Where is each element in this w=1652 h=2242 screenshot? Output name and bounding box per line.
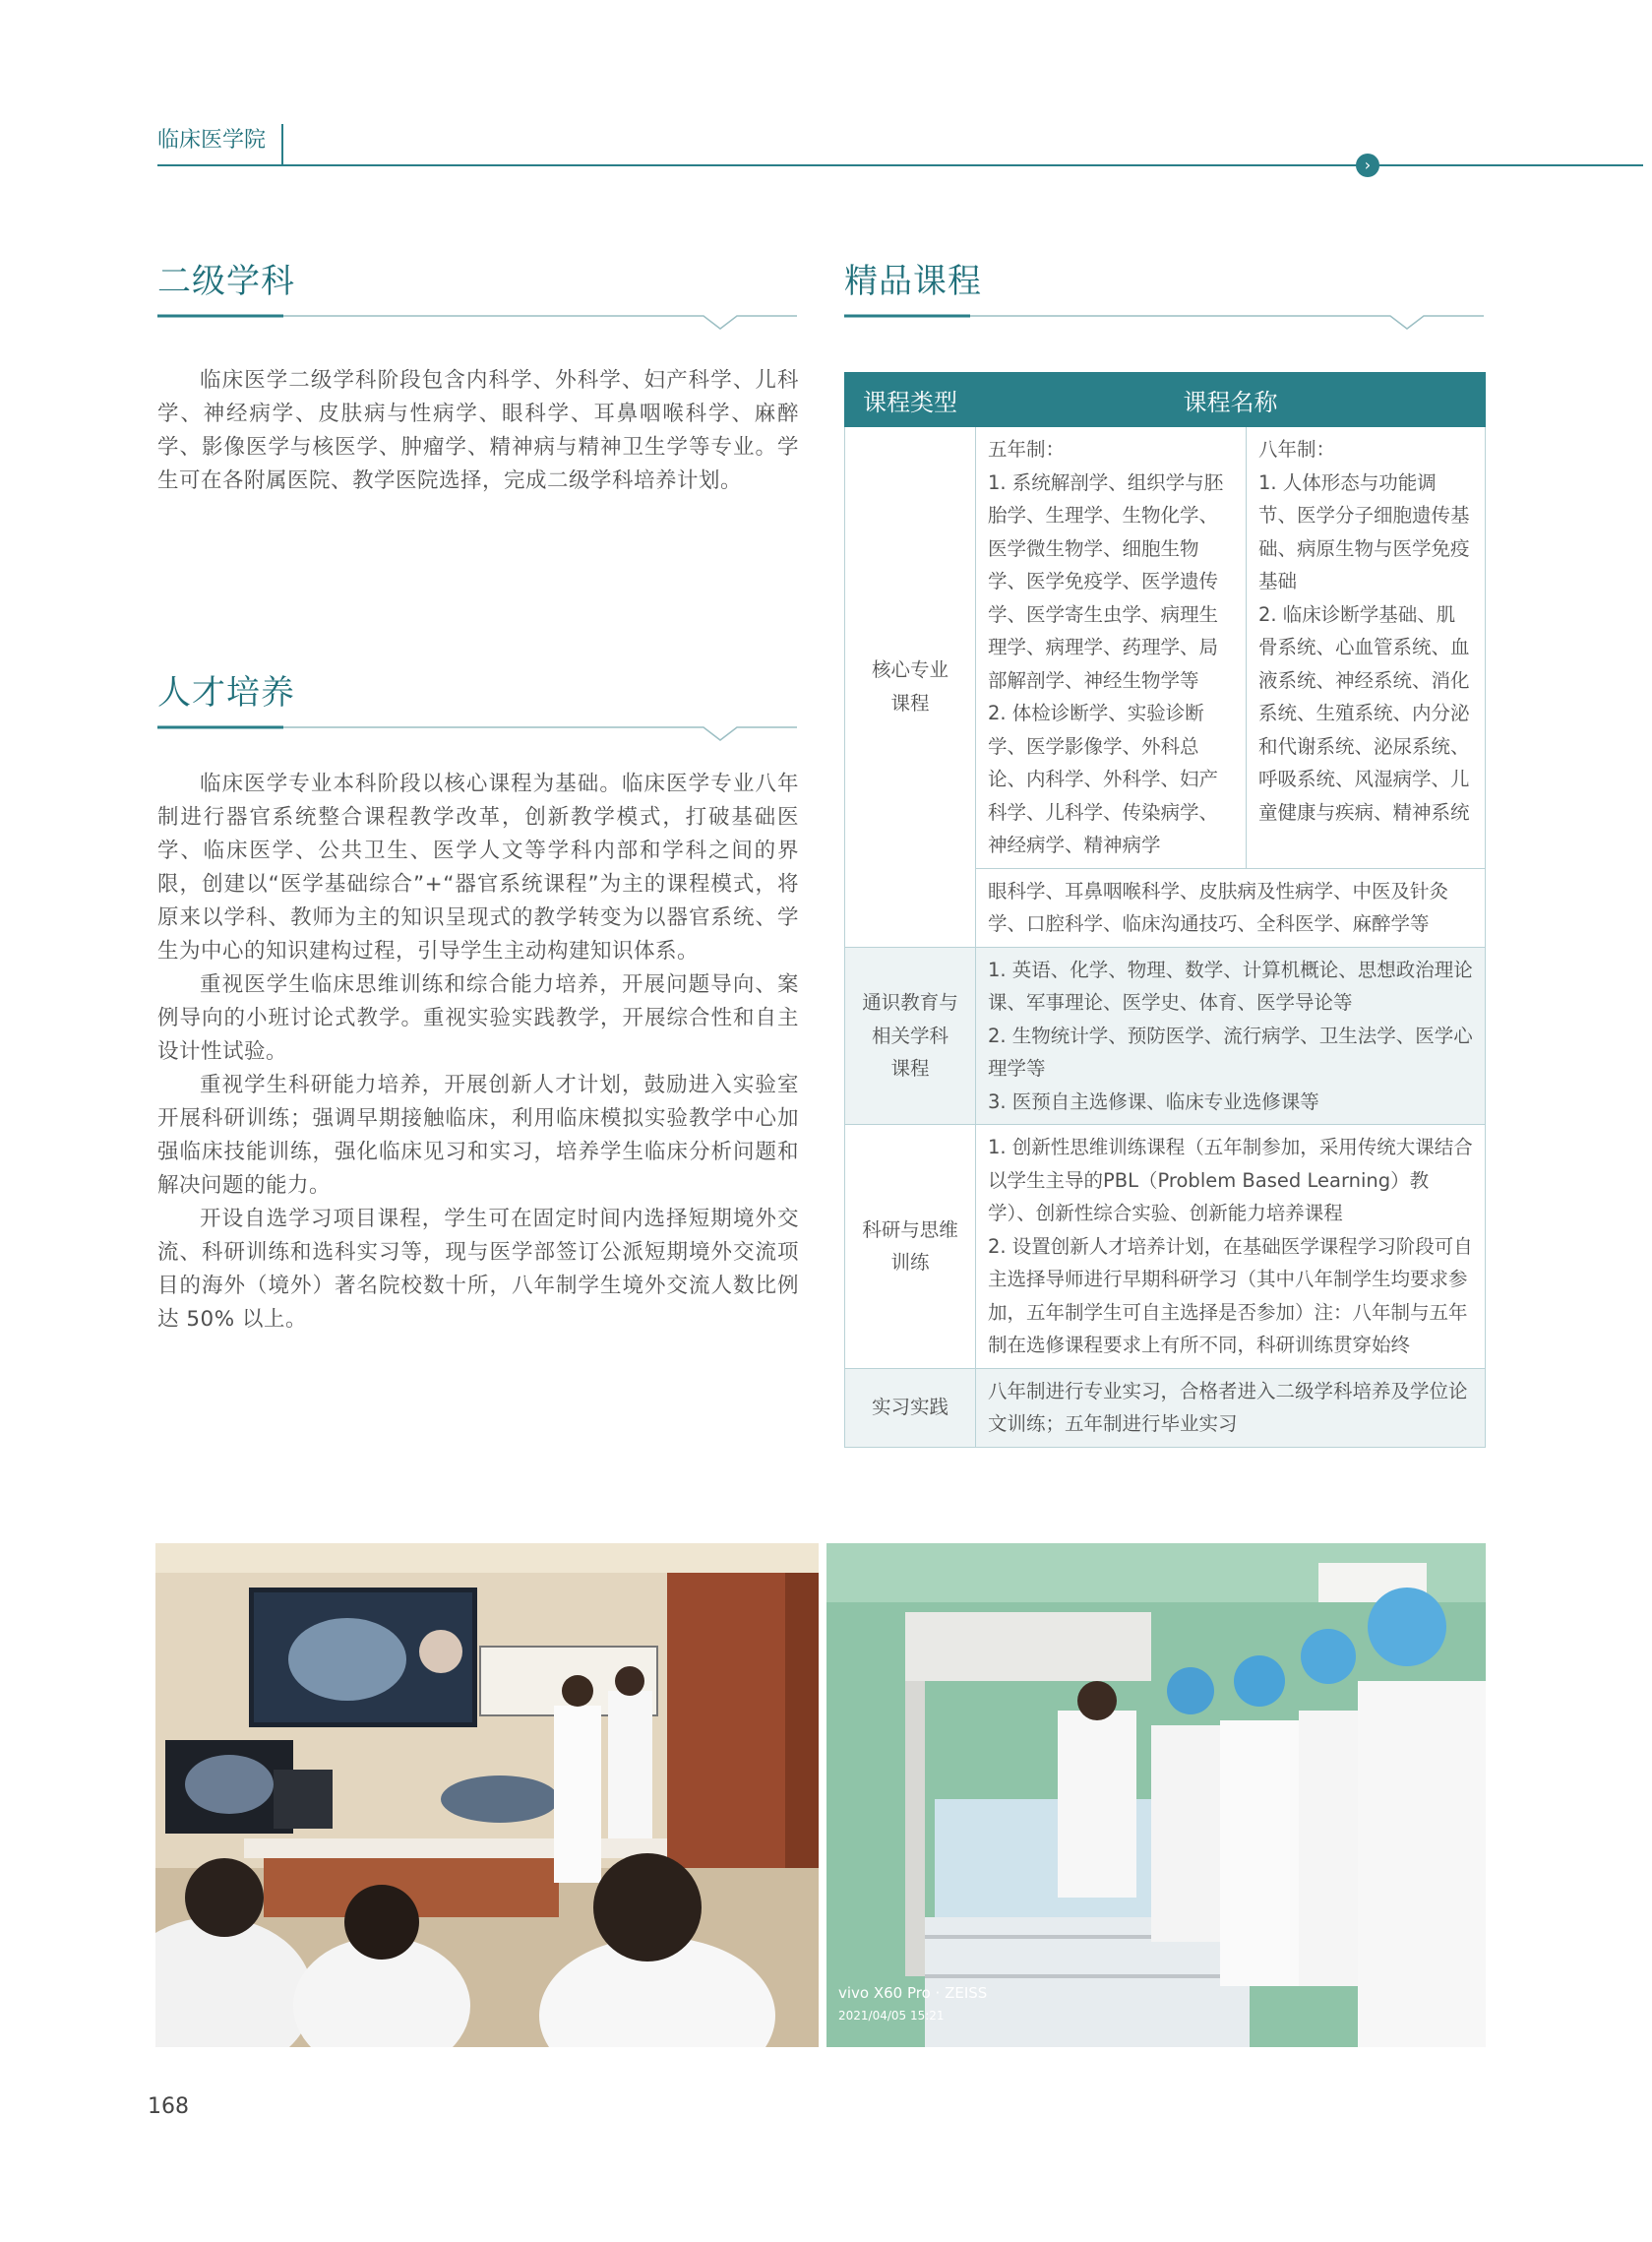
course-table xyxy=(844,372,1486,1448)
paragraph: 重视学生科研能力培养，开展创新人才计划，鼓励进入实验室开展科研训练；强调早期接触临床，利用临床模拟实验教学中心加强临床技能训练，强化临床见习和实习，培养学生临床分析问题和解决问题的能力。 xyxy=(157,1073,799,1198)
core-five-year-cell xyxy=(976,427,1247,869)
core-eight-year-cell xyxy=(1247,427,1486,869)
table-row xyxy=(845,427,1486,869)
general-cell xyxy=(976,947,1486,1125)
section-rule xyxy=(844,313,1484,333)
table-header-row xyxy=(845,373,1486,427)
header-rule xyxy=(157,164,1643,166)
row-type-core: 核心专业 课程 xyxy=(845,427,976,948)
header-divider xyxy=(281,124,283,165)
secondary-discipline-title: 二级学科 xyxy=(157,262,295,301)
paragraph: 重视医学生临床思维训练和综合能力培养，开展问题导向、案例导向的小班讨论式教学。重视实验实践教学，开展综合性和自主设计性试验。 xyxy=(157,972,799,1064)
photo-simulation-classroom xyxy=(155,1543,819,2047)
secondary-discipline-body xyxy=(157,364,799,498)
page-number: 168 xyxy=(148,2094,189,2119)
cell-text: 1. 创新性思维训练课程（五年制参加，采用传统大课结合以学生主导的PBL（Problem Based Learning）教学）、创新性综合实验、创新能力培养课程 xyxy=(988,1136,1473,1224)
chevron-right-icon: › xyxy=(1356,154,1379,177)
cell-text: 2. 体检诊断学、实验诊断学、医学影像学、外科总论、内科学、外科学、妇产科学、儿科学、传染病学、神经病学、精神病学 xyxy=(988,702,1219,856)
section-rule xyxy=(157,313,797,333)
section-rule xyxy=(157,724,797,744)
table-row xyxy=(845,1125,1486,1369)
cell-text: 八年制： xyxy=(1258,438,1336,461)
cell-text: 2. 临床诊断学基础、肌骨系统、心血管系统、血液系统、神经系统、消化系统、生殖系统、内分泌和代谢系统、泌尿系统、呼吸系统、风湿病学、儿童健康与疾病、精神系统 xyxy=(1258,602,1470,824)
research-cell xyxy=(976,1125,1486,1369)
talent-training-body xyxy=(157,768,799,1337)
photo-watermark-camera: vivo X60 Pro · ZEISS xyxy=(838,1984,988,2002)
talent-training-title: 人才培养 xyxy=(157,673,295,713)
practice-cell: 八年制进行专业实习，合格者进入二级学科培养及学位论文训练；五年制进行毕业实习 xyxy=(976,1368,1486,1447)
paragraph: 临床医学二级学科阶段包含内科学、外科学、妇产科学、儿科学、神经病学、皮肤病与性病学、眼科学、耳鼻咽喉科学、麻醉学、影像医学与核医学、肿瘤学、精神病与精神卫生学等专业。学生可在各附属医院、教学医院选择，完成二级学科培养计划。 xyxy=(157,368,799,493)
cell-text: 五年制： xyxy=(988,438,1066,461)
cell-text: 3. 医预自主选修课、临床专业选修课等 xyxy=(988,1090,1319,1113)
column-header-name: 课程名称 xyxy=(976,373,1486,427)
row-type-practice: 实习实践 xyxy=(845,1368,976,1447)
paragraph: 开设自选学习项目课程，学生可在固定时间内选择短期境外交流、科研训练和选科实习等，现与医学部签订公派短期境外交流项目的海外（境外）著名院校数十所，八年制学生境外交流人数比例达 50% 以上。 xyxy=(157,1207,799,1332)
paragraph: 临床医学专业本科阶段以核心课程为基础。临床医学专业八年制进行器官系统整合课程教学改革，创新教学模式，打破基础医学、临床医学、公共卫生、医学人文等学科内部和学科之间的界限，创建以“医学基础综合”+“器官系统课程”为主的课程模式，将原来以学科、教师为主的知识呈现式的教学转变为以器官系统、学生为中心的知识建构过程，引导学生主动构建知识体系。 xyxy=(157,772,799,964)
table-row xyxy=(845,1368,1486,1447)
cell-text: 1. 人体形态与功能调节、医学分子细胞遗传基础、病原生物与医学免疫基础 xyxy=(1258,470,1470,592)
row-type-general: 通识教育与 相关学科 课程 xyxy=(845,947,976,1125)
cell-text: 1. 系统解剖学、组织学与胚胎学、生理学、生物化学、医学微生物学、细胞生物学、医学免疫学、医学遗传学、医学寄生虫学、病理生理学、病理学、药理学、局部解剖学、神经生物学等 xyxy=(988,470,1224,692)
cell-text: 2. 生物统计学、预防医学、流行病学、卫生法学、医学心理学等 xyxy=(988,1024,1473,1080)
photo-clinical-ward xyxy=(826,1543,1486,2047)
cell-text: 1. 英语、化学、物理、数学、计算机概论、思想政治理论课、军事理论、医学史、体育、医学导论等 xyxy=(988,958,1473,1014)
column-header-type: 课程类型 xyxy=(845,373,976,427)
photo-watermark-date: 2021/04/05 15:21 xyxy=(838,2009,945,2023)
row-type-research: 科研与思维 训练 xyxy=(845,1125,976,1369)
core-shared-cell: 眼科学、耳鼻咽喉科学、皮肤病及性病学、中医及针灸学、口腔科学、临床沟通技巧、全科医学、麻醉学等 xyxy=(976,868,1486,947)
section-header-title: 临床医学院 xyxy=(157,128,267,153)
quality-courses-title: 精品课程 xyxy=(844,262,982,301)
table-row xyxy=(845,947,1486,1125)
cell-text: 2. 设置创新人才培养计划，在基础医学课程学习阶段可自主选择导师进行早期科研学习（其中八年制学生均要求参加，五年制学生可自主选择是否参加）注：八年制与五年制在选修课程要求上有所不同，科研训练贯穿始终 xyxy=(988,1234,1473,1356)
